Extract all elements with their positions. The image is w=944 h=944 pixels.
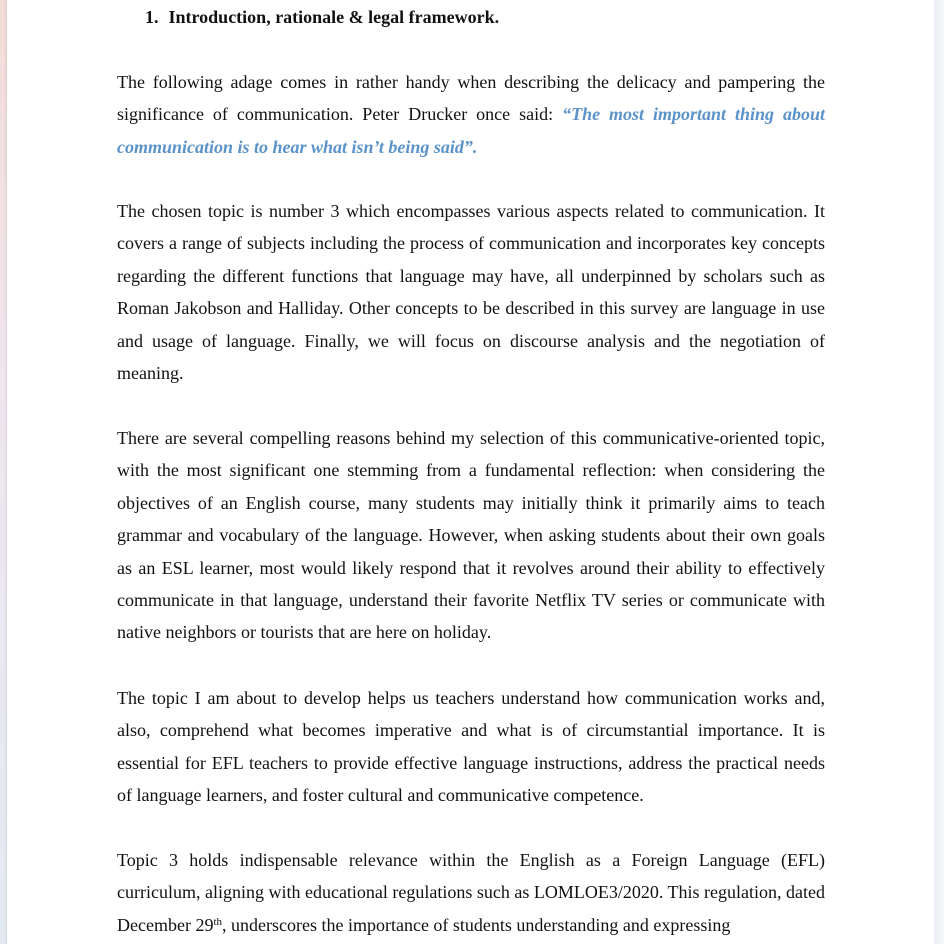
document-page bbox=[7, 0, 934, 944]
paragraph-adage bbox=[117, 66, 825, 163]
window-edge bbox=[934, 0, 944, 944]
ordinal-suffix: th bbox=[213, 915, 223, 928]
paragraph-curriculum bbox=[117, 844, 825, 941]
paragraph-teachers: The topic I am about to develop helps us teachers understand how communication works and, also, comprehend what becomes imperative and what is of circumstantial importance. It is essential for EFL teachers to provide effective language instructions, address the practical needs of language learners, and foster cultural and communicative competence. bbox=[117, 688, 825, 806]
paragraph-curriculum-continuation: , underscores the importance of students understanding and expressing bbox=[222, 914, 731, 935]
paragraph-topic: The chosen topic is number 3 which encompasses various aspects related to communication. It covers a range of subjects including the process of communication and incorporates key concepts regarding the different functions that language may have, all underpinned by scholars such as Roman Jakobson and Halliday. Other concepts to be described in this survey are language in use and usage of language. Finally, we will focus on discourse analysis and the negotiation of meaning. bbox=[117, 201, 825, 384]
section-number: 1. bbox=[145, 7, 159, 27]
section-heading bbox=[145, 6, 499, 28]
paragraph-reasons: There are several compelling reasons behind my selection of this communicative-oriented topic, with the most significant one stemming from a fundamental reflection: when considering the objectives of an English course, many students may initially think it primarily aims to teach grammar and vocabulary of the language. However, when asking students about their own goals as an ESL learner, most would likely respond that it revolves around their ability to effectively communicate in that language, understand their favorite Netflix TV series or communicate with native neighbors or tourists that are here on holiday. bbox=[117, 428, 825, 643]
paragraph-curriculum-text: Topic 3 holds indispensable relevance within the English as a Foreign Language (EFL) curriculum, aligning with educational regulations such as LOMLOE3/2020. This regulation, dated December 29 bbox=[117, 850, 826, 935]
paragraph-adage-text: The following adage comes in rather handy when describing the delicacy and pampering the significance of communication. Peter Drucker once said: bbox=[117, 72, 825, 125]
section-title: Introduction, rationale & legal framework. bbox=[168, 7, 500, 27]
drucker-quote: “The most important thing about communication is to hear what isn’t being said”. bbox=[117, 104, 825, 157]
